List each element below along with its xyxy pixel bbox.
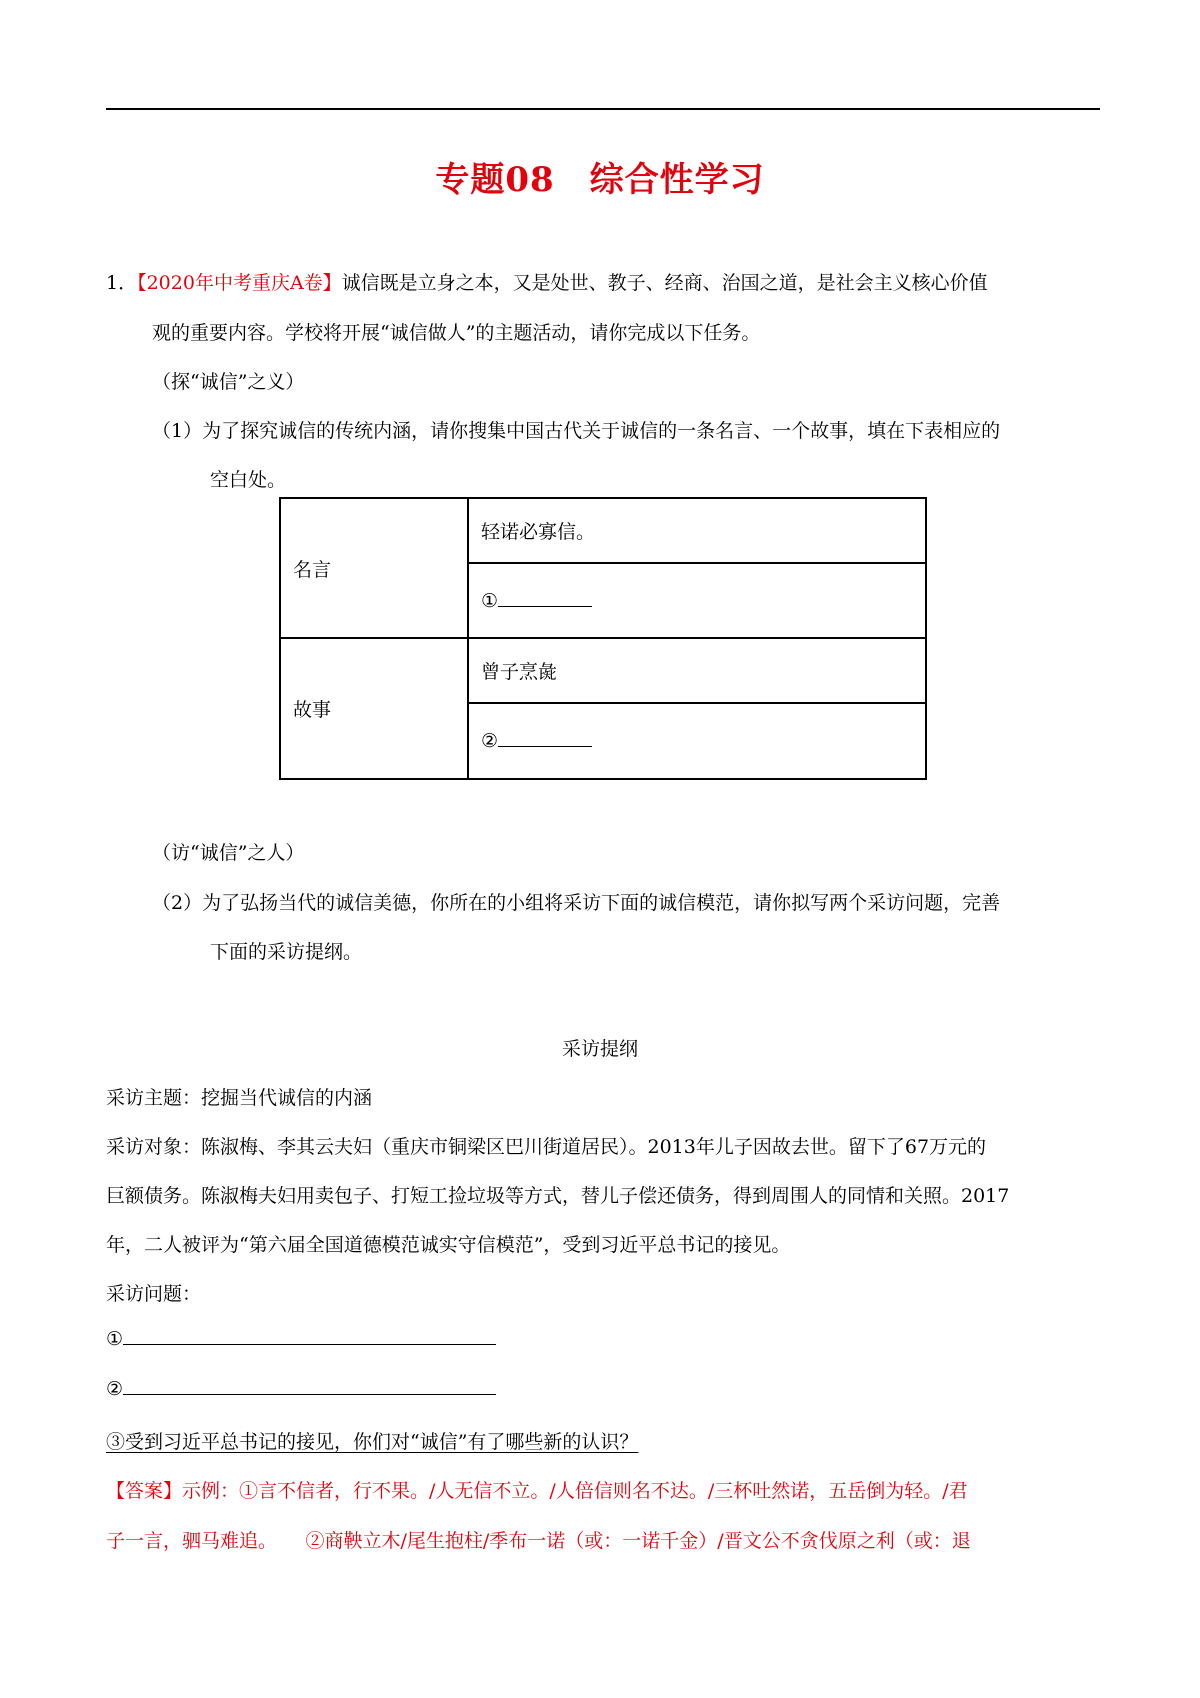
interview-blank-1[interactable] xyxy=(123,1328,496,1345)
source-tag: 【2020年中考重庆A卷】 xyxy=(137,272,342,294)
interview-question-1: ① xyxy=(106,1328,496,1350)
answer-line1 xyxy=(106,1476,968,1503)
table-cell-proverb-blank: ① xyxy=(468,563,926,638)
page-title: 专题08 综合性学习 xyxy=(435,160,765,200)
answer-label: 【答案】 xyxy=(106,1480,183,1502)
question-number: 1． xyxy=(106,272,138,294)
proverb-story-table xyxy=(279,497,927,780)
answer-blank-2[interactable] xyxy=(498,730,592,747)
table-cell-proverb-example: 轻诺必寡信。 xyxy=(468,498,926,563)
table-cell-story-example: 曾子烹彘 xyxy=(468,638,926,703)
outline-subject-line2: 巨额债务。陈淑梅夫妇用卖包子、打短工捡垃圾等方式，替儿子偿还债务，得到周围人的同情和关照。2017 xyxy=(106,1185,1010,1207)
outline-questions-label: 采访问题： xyxy=(106,1283,202,1305)
outline-topic: 采访主题：挖掘当代诚信的内涵 xyxy=(106,1087,373,1109)
answer-blank-1[interactable] xyxy=(498,590,592,607)
task2-line1: （2）为了弘扬当代的诚信美德，你所在的小组将采访下面的诚信模范，请你拟写两个采访问题，完善 xyxy=(152,892,1001,914)
interview-question-2: ② xyxy=(106,1378,496,1400)
outline-heading: 采访提纲 xyxy=(561,1038,638,1060)
task1-line2: 空白处。 xyxy=(210,469,287,491)
answer-line2: 子一言，驷马难追。 ②商鞅立木/尾生抱柱/季布一诺（或：一诺千金）/晋文公不贪伐原之利（或：退 xyxy=(106,1530,971,1552)
interview-blank-2[interactable] xyxy=(123,1378,496,1395)
task2-line2: 下面的采访提纲。 xyxy=(210,941,363,963)
table-cell-story-blank: ② xyxy=(468,703,926,779)
outline-subject-line1: 采访对象：陈淑梅、李其云夫妇（重庆市铜梁区巴川街道居民）。2013年儿子因故去世。留下了67万元的 xyxy=(106,1136,987,1158)
section1-heading: （探“诚信”之义） xyxy=(152,371,305,393)
outline-subject-line3: 年，二人被评为“第六届全国道德模范诚实守信模范”，受到习近平总书记的接见。 xyxy=(106,1234,791,1256)
header-rule xyxy=(106,108,1100,110)
intro-text-1: 诚信既是立身之本，又是处世、教子、经商、治国之道，是社会主义核心价值 xyxy=(341,272,988,294)
table-category-story: 故事 xyxy=(280,638,468,779)
question-intro-line2: 观的重要内容。学校将开展“诚信做人”的主题活动，请你完成以下任务。 xyxy=(152,322,761,344)
task1-line1: （1）为了探究诚信的传统内涵，请你搜集中国古代关于诚信的一条名言、一个故事，填在下表相应的 xyxy=(152,420,1001,442)
section2-heading: （访“诚信”之人） xyxy=(152,842,305,864)
answer-text-1: 示例：①言不信者，行不果。/人无信不立。/人倍信则名不达。/三杯吐然诺，五岳倒为轻。/君 xyxy=(182,1480,968,1502)
table-category-proverb: 名言 xyxy=(280,498,468,638)
interview-question-3: ③受到习近平总书记的接见，你们对“诚信”有了哪些新的认识？ xyxy=(106,1431,639,1453)
question-intro-line1 xyxy=(106,268,988,295)
